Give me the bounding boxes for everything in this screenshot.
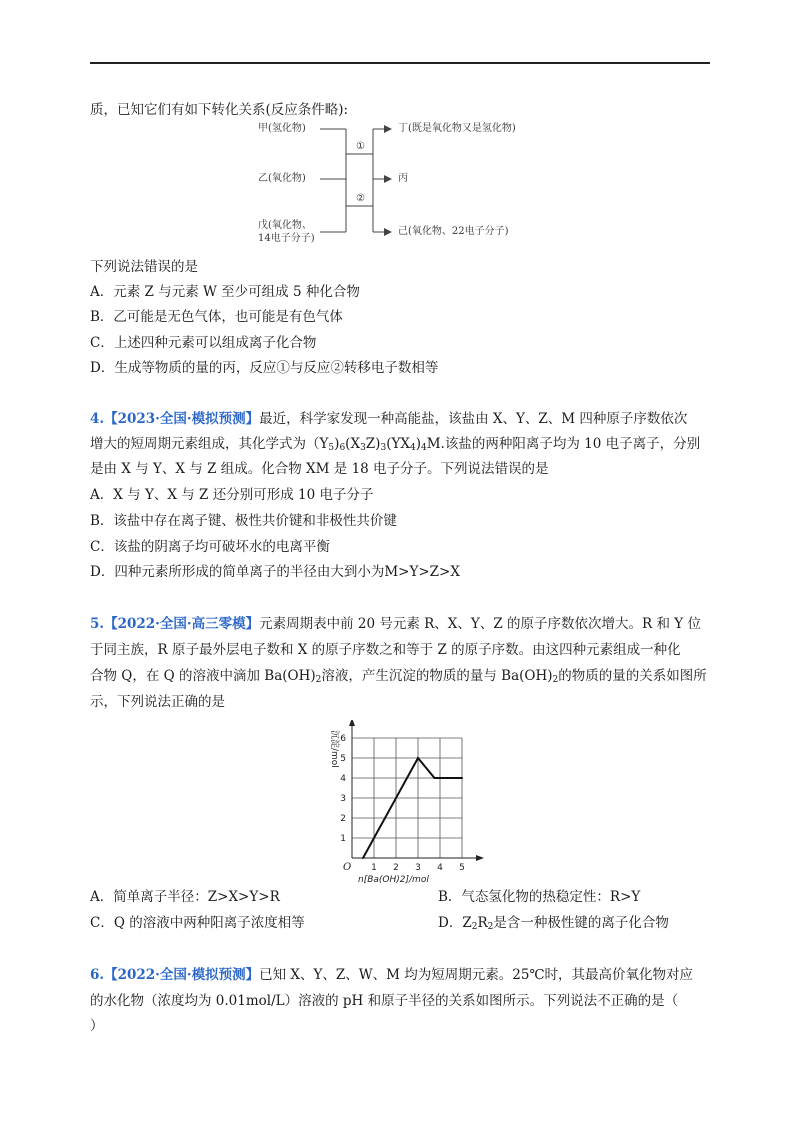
- node-yi: 乙(氧化物): [258, 173, 306, 184]
- data-point: [417, 757, 419, 759]
- y-tick-label: 3: [340, 794, 346, 804]
- origin-label: O: [343, 862, 352, 873]
- q3-option-d: D．生成等物质的量的丙，反应①与反应②转移电子数相等: [90, 360, 439, 376]
- x-axis-label: n[Ba(OH)2]/mol: [358, 875, 429, 885]
- precipitate-chart: [318, 720, 488, 885]
- y-tick-label: 6: [340, 734, 346, 744]
- q5-line-4: 示，下列说法正确的是: [90, 694, 225, 710]
- y-tick-label: 4: [340, 774, 346, 784]
- data-point: [434, 777, 436, 779]
- x-tick-label: 3: [415, 863, 421, 873]
- q5-line-1: 5.【2022·全国·高三零模】元素周期表中前 20 号元素 R、X、Y、Z 的原子序数依次增大。R 和 Y 位: [90, 616, 701, 632]
- x-tick-label: 1: [371, 863, 377, 873]
- q5-header: 5.【2022·全国·高三零模】: [90, 616, 260, 632]
- q5-option-a: A．简单离子半径：Z>X>Y>R: [90, 889, 280, 905]
- data-point: [461, 777, 463, 779]
- y-tick-label: 2: [340, 814, 346, 824]
- node-bing: 丙: [398, 173, 408, 184]
- node-ding: 丁(既是氧化物又是氢化物): [398, 123, 516, 134]
- node-jia: 甲(氢化物): [258, 123, 306, 134]
- y-tick-label: 1: [340, 834, 346, 844]
- q6-line-1: 6.【2022·全国·模拟预测】已知 X、Y、Z、W、M 均为短周期元素。25℃时，其最高价氧化物对应: [90, 967, 694, 983]
- y-axis-label: 沉淀/mol: [329, 730, 339, 768]
- q6-line-3: ）: [90, 1018, 104, 1034]
- q6-header: 6.【2022·全国·模拟预测】: [90, 967, 260, 983]
- q4-line-1: 4.【2023·全国·模拟预测】最近，科学家发现一种高能盐，该盐由 X、Y、Z、M 四种原子序数依次: [90, 411, 688, 427]
- reaction-diagram: [258, 112, 548, 252]
- q4-line-3: 是由 X 与 Y、X 与 Z 组成。化合物 XM 是 18 电子分子。下列说法错误的是: [90, 461, 549, 477]
- reaction-1-label: ①: [356, 141, 365, 152]
- q4-option-c: C．该盐的阴离子均可破坏水的电离平衡: [90, 539, 330, 555]
- chart-svg: [318, 720, 488, 885]
- q3-option-b: B．乙可能是无色气体，也可能是有色气体: [90, 309, 343, 325]
- q4-option-d: D．四种元素所形成的简单离子的半径由大到小为M>Y>Z>X: [90, 564, 460, 580]
- node-wu-line2: 14电子分子): [258, 233, 315, 244]
- header-rule: [90, 62, 710, 64]
- q4-header: 4.【2023·全国·模拟预测】: [90, 411, 260, 427]
- node-ji: 己(氧化物、22电子分子): [398, 226, 509, 237]
- q4-option-b: B．该盐中存在离子键、极性共价键和非极性共价键: [90, 513, 397, 529]
- intro-text: 质，已知它们有如下转化关系(反应条件略):: [90, 102, 349, 118]
- reaction-2-label: ②: [356, 193, 365, 204]
- q4-line-2: 增大的短周期元素组成，其化学式为$(Y_5)_6(X_3Z)_3(YX_4)_4M$.该盐的两种阳离子均为 10 电子离子，分别: [90, 436, 701, 453]
- y-tick-label: 5: [340, 754, 346, 764]
- q5-option-b: B．气态氢化物的热稳定性：R>Y: [438, 889, 641, 905]
- q3-option-a: A．元素 Z 与元素 W 至少可组成 5 种化合物: [90, 284, 360, 300]
- x-tick-label: 2: [393, 863, 399, 873]
- q5-option-d: D．$Z_2R_2$是含一种极性键的离子化合物: [438, 915, 669, 932]
- x-axis-arrow: [476, 855, 484, 861]
- q5-line-3: 合物 Q，在 Q 的溶液中滴加 $Ba(OH)_2$溶液，产生沉淀的物质的量与 $Ba(OH)_2$的物质的量的关系如图所: [90, 668, 707, 685]
- y-axis-arrow: [349, 720, 355, 726]
- x-tick-label: 4: [437, 863, 443, 873]
- q3-option-c: C．上述四种元素可以组成离子化合物: [90, 335, 317, 351]
- q4-option-a: A．X 与 Y、X 与 Z 还分别可形成 10 电子分子: [90, 487, 374, 503]
- q6-line-2: 的水化物（浓度均为 0.01mol/L）溶液的 pH 和原子半径的关系如图所示。下列说法不正确的是（: [90, 993, 679, 1009]
- q5-option-c: C．Q 的溶液中两种阳离子浓度相等: [90, 915, 305, 931]
- x-tick-label: 5: [459, 863, 465, 873]
- q3-stem: 下列说法错误的是: [90, 259, 198, 275]
- q5-line-2: 于同主族，R 原子最外层电子数和 X 的原子序数之和等于 Z 的原子序数。由这四种元素组成一种化: [90, 642, 681, 658]
- data-point: [362, 857, 364, 859]
- node-wu-line1: 戊(氧化物、: [258, 220, 312, 231]
- series-line: [363, 758, 462, 858]
